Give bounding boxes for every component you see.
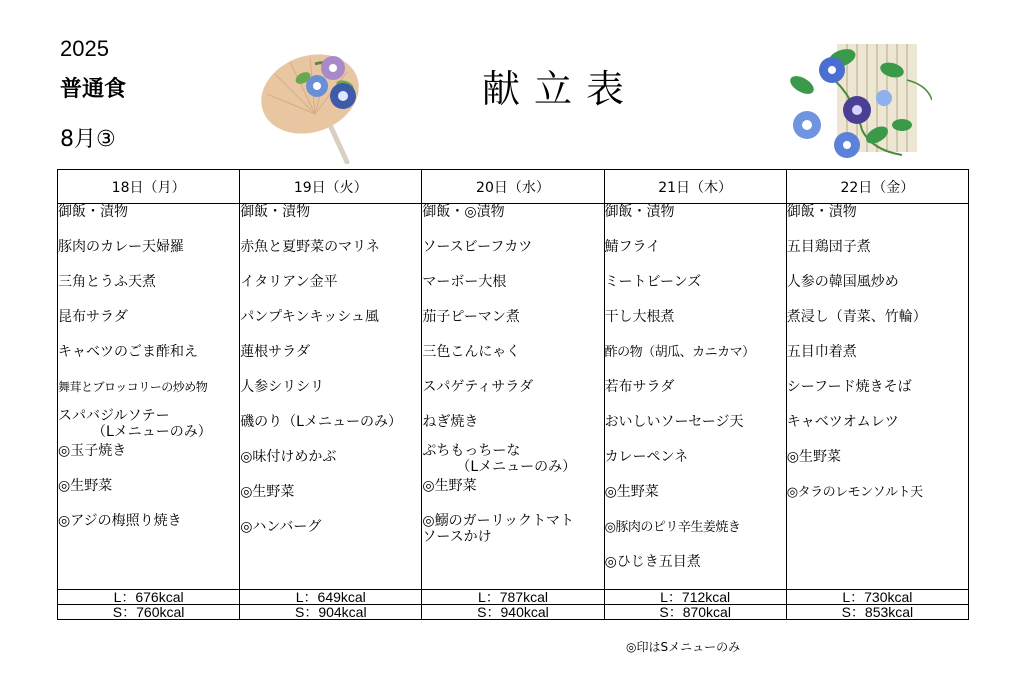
dish-item-two-line: [422, 513, 603, 548]
dish-item: ◎生野菜: [786, 449, 841, 465]
dish-item: ◎ひじき五目煮: [604, 554, 701, 570]
dish-item: ◎玉子焼き: [58, 443, 127, 459]
dish-item: ◎味付けめかぶ: [240, 449, 337, 465]
dish-item: スパバジルソテー: [58, 408, 170, 424]
day-dishes-thu: [604, 204, 786, 590]
dish-item: 酢の物（胡瓜、カニカマ）: [604, 345, 755, 360]
dish-item: 若布サラダ: [604, 379, 675, 395]
dish-item: 御飯・漬物: [240, 204, 311, 220]
dish-item: ぷちもっちーな: [422, 443, 521, 459]
dish-item: ◎生野菜: [58, 478, 113, 494]
menu-table: [57, 169, 969, 620]
dish-item: おいしいソーセージ天: [604, 414, 744, 430]
dish-item: 昆布サラダ: [58, 309, 128, 325]
calories-s: S：760kcal: [58, 605, 240, 620]
dish-item: 五目巾着煮: [786, 344, 857, 360]
calories-s: S：853kcal: [786, 605, 968, 620]
dish-item: ◎生野菜: [604, 484, 659, 500]
dish-note: （Lメニューのみ）: [456, 459, 577, 475]
calories-l: L：676kcal: [58, 590, 240, 605]
day-dishes-mon: [58, 204, 240, 590]
day-header-row: [58, 170, 969, 204]
dish-item: 舞茸とブロッコリーの炒め物: [58, 380, 208, 394]
calories-s: S：870kcal: [604, 605, 786, 620]
dish-item-two-line: [58, 408, 239, 443]
dish-item: 茄子ピーマン煮: [422, 309, 520, 325]
dish-item: 御飯・漬物: [604, 204, 675, 220]
dish-item: カレーペンネ: [604, 449, 689, 465]
day-header: 18日（月）: [58, 170, 240, 204]
dish-item: キャベツオムレツ: [786, 414, 899, 430]
calories-s-row: [58, 605, 969, 620]
year-label: 2025: [60, 36, 109, 61]
calories-s: S：904kcal: [240, 605, 422, 620]
calories-s: S：940kcal: [422, 605, 604, 620]
dish-item: スパゲティサラダ: [422, 379, 534, 395]
dish-item: ◎アジの梅照り焼き: [58, 513, 182, 529]
dish-item: キャベツのごま酢和え: [58, 344, 198, 360]
calories-l-row: [58, 590, 969, 605]
day-header: 20日（水）: [422, 170, 604, 204]
morning-glory-bamboo-icon: [782, 40, 932, 170]
dish-item: マーボー大根: [422, 274, 507, 290]
page-title: 献立表: [482, 67, 639, 111]
dish-item: ◎豚肉のピリ辛生姜焼き: [604, 520, 741, 535]
dish-item: 人参の韓国風炒め: [786, 274, 899, 290]
dish-item: 煮浸し（青菜、竹輪）: [786, 309, 927, 325]
dish-item: 御飯・漬物: [786, 204, 857, 220]
calories-l: L：649kcal: [240, 590, 422, 605]
dish-item: 三色こんにゃく: [422, 344, 521, 360]
dish-item: 御飯・漬物: [58, 204, 128, 220]
day-header: 22日（金）: [786, 170, 968, 204]
dish-item: ◎ハンバーグ: [240, 519, 322, 535]
dish-item: ◎鰯のガーリックトマト: [422, 513, 575, 529]
dish-item: ミートビーンズ: [604, 274, 702, 290]
dish-item: ◎生野菜: [240, 484, 295, 500]
dish-item: 赤魚と夏野菜のマリネ: [240, 239, 380, 255]
dish-item-two-line: [422, 443, 603, 478]
day-dishes-wed: [422, 204, 604, 590]
dish-item: ねぎ焼き: [422, 414, 479, 430]
calories-l: L：712kcal: [604, 590, 786, 605]
dish-item: 豚肉のカレー天婦羅: [58, 239, 184, 255]
dish-item: ◎タラのレモンソルト天: [786, 485, 923, 500]
calories-l: L：787kcal: [422, 590, 604, 605]
dish-item: ◎生野菜: [422, 478, 477, 494]
dish-item: シーフード焼きそば: [786, 379, 912, 395]
dish-note: （Lメニューのみ）: [92, 424, 212, 440]
month-label: 8月③: [60, 127, 116, 152]
diet-type-label: 普通食: [60, 77, 127, 102]
day-dishes-tue: [240, 204, 422, 590]
dish-item: 五目鶏団子煮: [786, 239, 871, 255]
dish-item: 干し大根煮: [604, 309, 675, 325]
dish-item: 鯖フライ: [604, 239, 661, 255]
day-header: 21日（木）: [604, 170, 786, 204]
dish-item: パンプキンキッシュ風: [240, 309, 379, 325]
uchiwa-fan-morning-glory-icon: [255, 44, 385, 164]
dish-item: 人参シリシリ: [240, 379, 325, 395]
dish-item: イタリアン金平: [240, 274, 338, 290]
dish-item: 磯のり（Lメニューのみ）: [240, 414, 402, 430]
dish-item: 御飯・◎漬物: [422, 204, 505, 220]
dish-item: ソースビーフカツ: [422, 239, 533, 255]
day-header: 19日（火）: [240, 170, 422, 204]
dish-item: 蓮根サラダ: [240, 344, 311, 360]
dish-note: ソースかけ: [422, 529, 492, 545]
calories-l: L：730kcal: [786, 590, 968, 605]
day-dishes-fri: [786, 204, 968, 590]
dishes-row: [58, 204, 969, 590]
dish-item: 三角とうふ天煮: [58, 274, 156, 290]
footnote: ◎印はSメニューのみ: [626, 640, 741, 654]
